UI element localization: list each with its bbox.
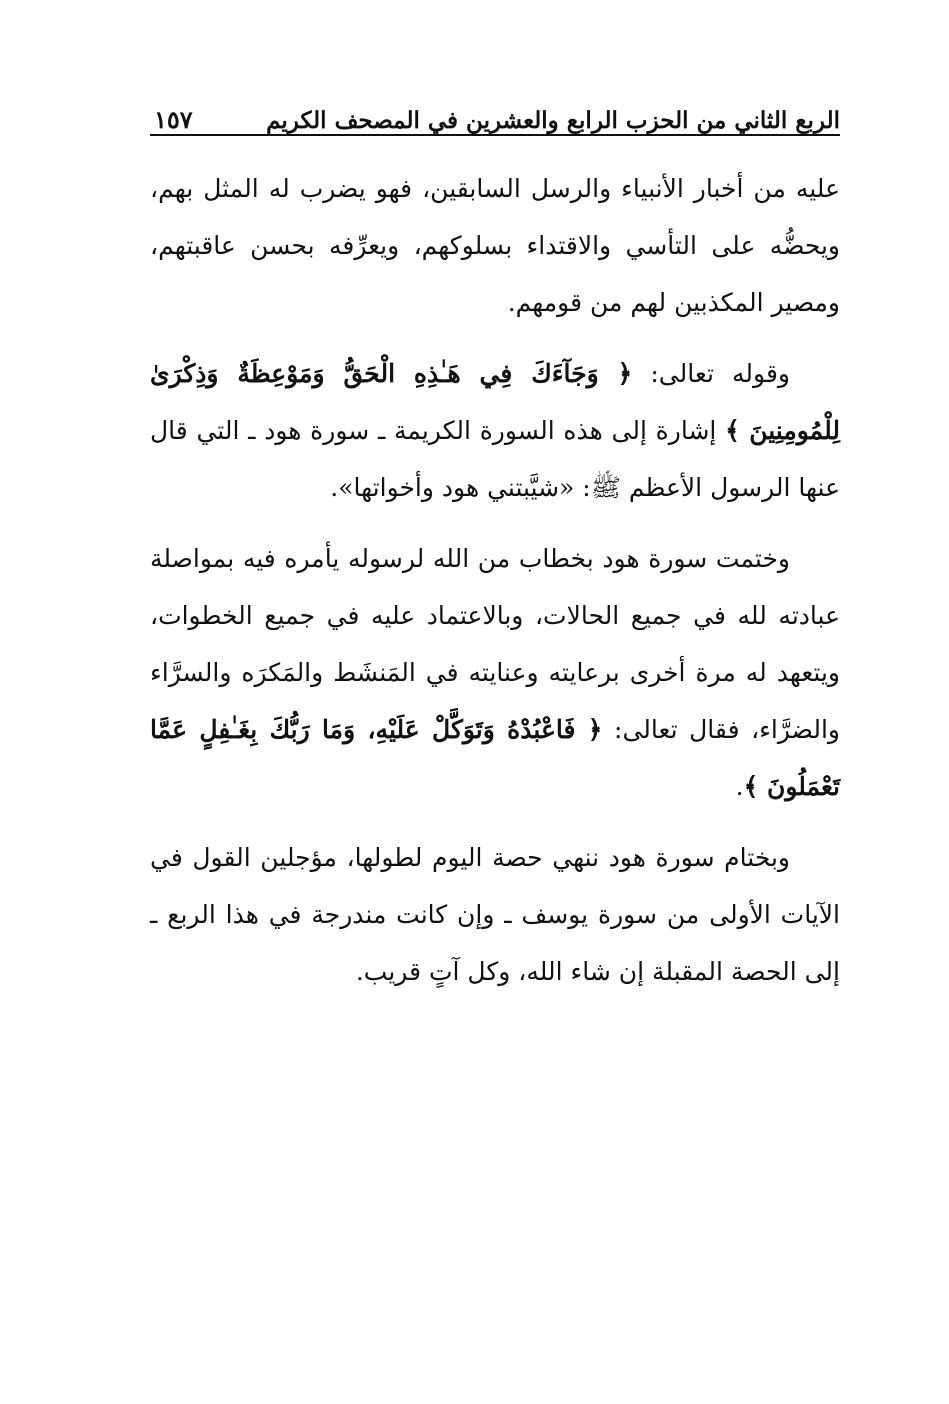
paragraph-3-intro: وختمت سورة هود بخطاب من الله لرسوله يأمره فيه بمواصلة عبادته لله في جميع الحالات، وبالاعتماد عليه في جميع الخطوات، ويتعهد له مرة أخرى برعايته وعنايته في المَنشَط والمَكرَه والسرَّاء والضرَّاء، فقال تعالى: bbox=[150, 544, 840, 744]
quran-verse-1: ﴿ وَجَآءَكَ فِي هَـٰذِهِ الْحَقُّ وَمَوْعِظَةٌ وَذِكْرَىٰ لِلْمُومِنِينَ ﴾ bbox=[150, 359, 841, 445]
paragraph-3 bbox=[150, 530, 840, 815]
paragraph-1 bbox=[150, 160, 840, 331]
quran-verse-2: ﴿ فَاعْبُدْهُ وَتَوَكَّلْ عَلَيْهِ، وَمَا رَبُّكَ بِغَـٰفِلٍ عَمَّا تَعْمَلُونَ ﴾ bbox=[150, 715, 840, 801]
paragraph-2 bbox=[150, 345, 840, 516]
paragraph-3-rest: . bbox=[735, 772, 744, 801]
paragraph-2-rest: إشارة إلى هذه السورة الكريمة ـ سورة هود ـ التي قال عنها الرسول الأعظم ﷺ: «شيَّبتني هود وأخواتها». bbox=[150, 416, 840, 502]
running-header-title: الربع الثاني من الحزب الرابع والعشرين في المصحف الكريم bbox=[266, 107, 840, 134]
page-body bbox=[150, 160, 840, 1014]
paragraph-4 bbox=[150, 829, 840, 1000]
paragraph-1-text: عليه من أخبار الأنبياء والرسل السابقين، فهو يضرب له المثل بهم، ويحضُّه على التأسي والاقتداء بسلوكهم، ويعرِّفه بحسن عاقبتهم، ومصير المكذبين لهم من قومهم. bbox=[150, 174, 840, 317]
page-header bbox=[150, 96, 840, 132]
page-number: ١٥٧ bbox=[154, 105, 193, 134]
paragraph-2-intro: وقوله تعالى: bbox=[632, 359, 790, 388]
header-divider bbox=[150, 134, 840, 136]
paragraph-4-text: وبختام سورة هود ننهي حصة اليوم لطولها، مؤجلين القول في الآيات الأولى من سورة يوسف ـ وإن كانت مندرجة في هذا الربع ـ إلى الحصة المقبلة إن شاء الله، وكل آتٍ قريب. bbox=[150, 843, 840, 986]
